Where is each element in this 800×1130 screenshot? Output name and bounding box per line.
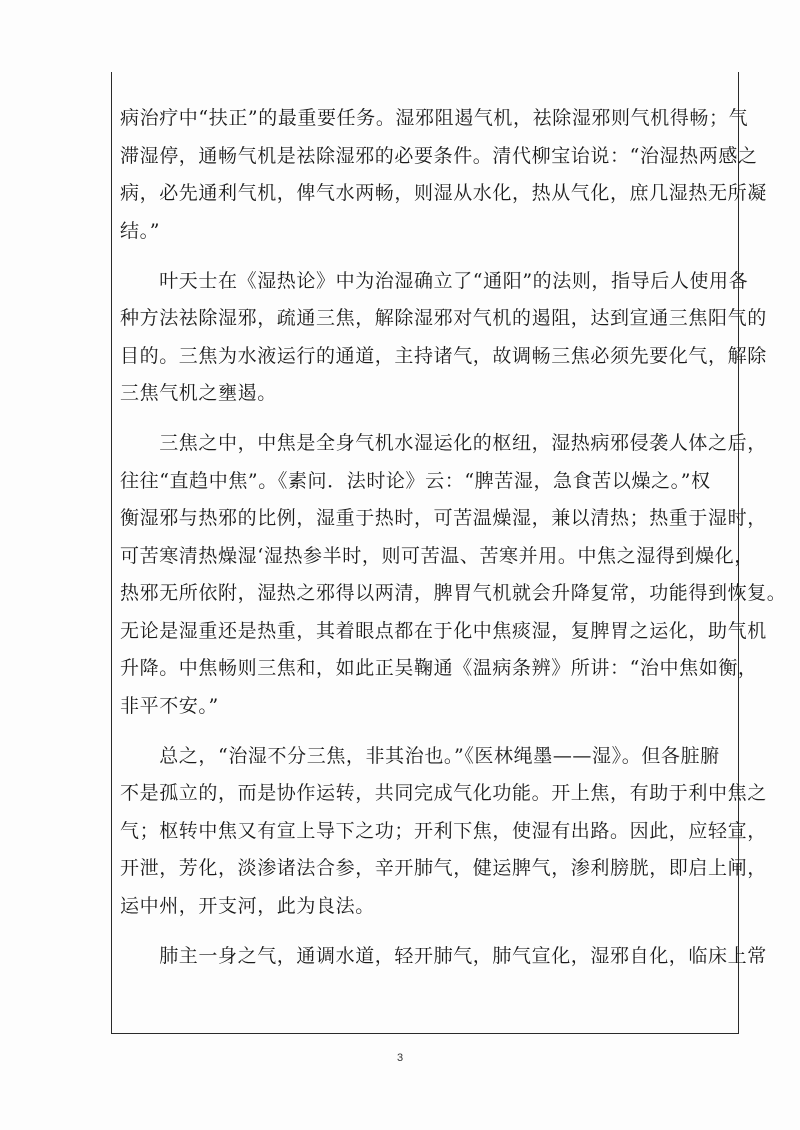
text-line: 目的。三焦为水液运行的通道，主持诸气，故调畅三焦必须先要化气，解除 <box>120 344 767 367</box>
paragraph <box>120 100 767 250</box>
text-line: 开泄，芳化，淡渗诸法合参，辛开肺气，健运脾气，渗利膀胱，即启上闸， <box>120 857 767 879</box>
text-line: 叶天士在《湿热论》中为治湿确立了“通阳”的法则，指导后人使用各 <box>120 269 749 292</box>
text-line: 升降。中焦畅则三焦和，如此正吴鞠通《温病条辨》所讲：“治中焦如衡， <box>120 657 758 679</box>
text-line: 衡湿邪与热邪的比例，湿重于热时，可苦温燥湿，兼以清热；热重于湿时， <box>120 507 767 529</box>
text-line: 可苦寒清热燥湿‘湿热参半时，则可苦温、苦寒并用。中焦之湿得到燥化， <box>120 544 754 567</box>
text-line: 病治疗中“扶正”的最重要任务。湿邪阻遏气机，祛除湿邪则气机得畅；气 <box>120 107 749 129</box>
paragraph <box>120 263 767 413</box>
text-line: 肺主一身之气，通调水道，轻开肺气，肺气宣化，湿邪自化，临床上常 <box>120 944 767 967</box>
document-body <box>120 100 787 988</box>
text-line: 运中州，开支河，此为良法。 <box>120 894 375 917</box>
text-line: 三焦之中，中焦是全身气机水湿运化的枢纽，湿热病邪侵袭人体之后， <box>120 432 767 454</box>
text-line: 病，必先通利气机，俾气水两畅，则湿从水化，热从气化，庶几湿热无所凝 <box>120 182 767 204</box>
text-line: 气；枢转中焦又有宣上导下之功；开利下焦，使湿有出路。因此，应轻宣， <box>120 819 767 842</box>
text-line: 三焦气机之壅遏。 <box>120 382 277 404</box>
text-line: 不是孤立的，而是协作运转，共同完成气化功能。开上焦，有助于利中焦之 <box>120 782 767 804</box>
text-line: 总之，“治湿不分三焦，非其治也。”《医林绳墨——湿》。但各脏腑 <box>120 744 720 767</box>
text-line: 往往“直趋中焦”。《素问．法时论》云：“脾苦湿，急食苦以燥之。”权 <box>120 469 711 492</box>
paragraph <box>120 425 787 725</box>
text-line: 无论是湿重还是热重，其着眼点都在于化中焦痰湿，复脾胃之运化，助气机 <box>120 619 767 642</box>
text-line: 种方法祛除湿邪，疏通三焦，解除湿邪对气机的遏阻，达到宣通三焦阳气的 <box>120 307 767 329</box>
text-line: 非平不安。” <box>120 694 219 717</box>
paragraph <box>120 738 767 926</box>
paragraph <box>120 938 767 976</box>
text-line: 滞湿停，通畅气机是祛除湿邪的必要条件。清代柳宝诒说：“治湿热两感之 <box>120 144 758 167</box>
page-number: 3 <box>396 1052 404 1064</box>
text-line: 结。” <box>120 219 161 242</box>
text-line: 热邪无所依附，湿热之邪得以两清，脾胃气机就会升降复常，功能得到恢复。 <box>120 582 787 604</box>
